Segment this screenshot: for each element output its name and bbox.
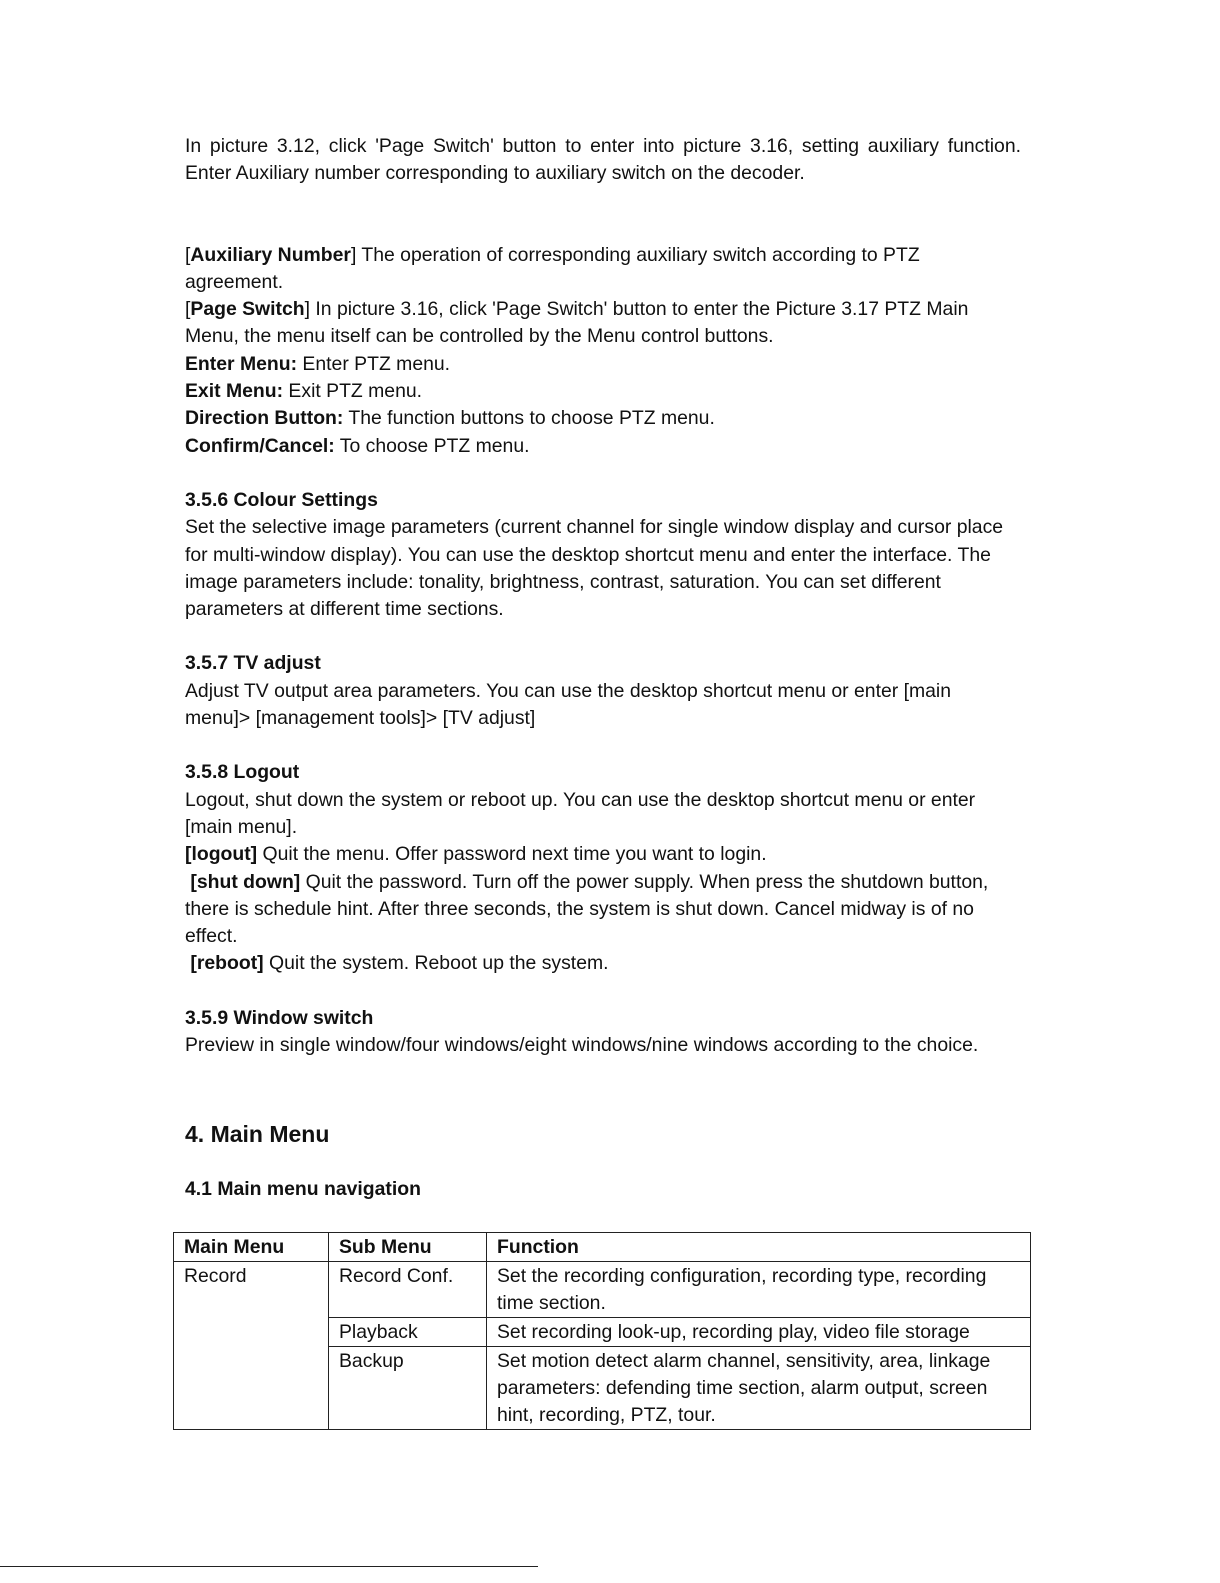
section-4 [185,1119,1021,1203]
chapter-heading: 4. Main Menu [185,1121,330,1148]
exit-menu-term: Exit Menu: [185,380,284,403]
section-3-5-7 [185,650,1021,732]
section-3-5-8 [185,759,1021,977]
reboot-item [185,950,1021,977]
section-body: Set the selective image parameters (current channel for single window display and cursor place for multi-window display). You can use the desktop shortcut menu and enter the interface. The image parameters include: tonality, brightness, contrast, saturation. You can set different parameters at different time sections. [185,516,1004,621]
section-3-5-6 [185,487,1021,623]
reboot-term: [reboot] [190,952,264,975]
main-menu-navigation-table [173,1232,1031,1430]
logout-text: Quit the menu. Offer password next time you want to login. [257,843,767,866]
function-cell: Set the recording configuration, recording type, recording time section. [487,1262,1031,1318]
section-body: Adjust TV output area parameters. You can use the desktop shortcut menu or enter [main menu]> [management tools]> [TV adjust] [185,679,952,730]
table-row [174,1262,1031,1318]
sub-menu-cell: Playback [329,1318,487,1347]
logout-term: [logout] [185,843,258,866]
intro-paragraph: In picture 3.12, click 'Page Switch' button to enter into picture 3.16, setting auxiliary function. Enter Auxiliary number corresponding to auxiliary switch on the decoder. [185,135,1021,185]
exit-menu-item [185,378,1021,405]
exit-menu-text: Exit PTZ menu. [283,380,423,403]
table-header-cell: Function [487,1233,1031,1262]
shutdown-item [185,869,1021,951]
reboot-text: Quit the system. Reboot up the system. [263,952,609,975]
enter-menu-term: Enter Menu: [185,352,298,375]
direction-button-text: The function buttons to choose PTZ menu. [343,407,715,430]
main-menu-cell: Record [174,1262,329,1430]
table-header-row [174,1233,1031,1262]
section-heading: 3.5.9 Window switch [185,1006,374,1029]
function-cell: Set motion detect alarm channel, sensitivity, area, linkage parameters: defending time section, alarm output, screen hint, recording, PTZ, tour. [487,1347,1031,1430]
section-heading: 3.5.7 TV adjust [185,652,321,675]
enter-menu-text: Enter PTZ menu. [297,352,451,375]
section-body: Logout, shut down the system or reboot up. You can use the desktop shortcut menu or enter [main menu]. [185,788,976,838]
page-switch-text: In picture 3.16, click 'Page Switch' button to enter the Picture 3.17 PTZ Main Menu, the menu itself can be controlled by the Menu control buttons. [185,298,969,348]
sub-menu-cell: Record Conf. [329,1262,487,1318]
direction-button-item [185,405,1021,432]
enter-menu-item [185,351,1021,378]
shutdown-text: Quit the password. Turn off the power supply. When press the shutdown button, there is schedule hint. After three seconds, the system is shut down. Cancel midway is of no effect. [185,870,989,948]
confirm-cancel-text: To choose PTZ menu. [334,434,530,457]
function-cell: Set recording look-up, recording play, video file storage [487,1318,1031,1347]
confirm-cancel-term: Confirm/Cancel: [185,434,335,457]
section-heading: 3.5.6 Colour Settings [185,488,378,511]
direction-button-term: Direction Button: [185,407,344,430]
confirm-cancel-item [185,433,1021,460]
section-3-5-9 [185,1005,1021,1060]
footer-divider [0,1566,538,1567]
aux-number-item: [Auxiliary Number] The operation of corresponding auxiliary switch according to PTZ agreement. [185,243,920,293]
page-content [185,133,1021,1204]
section-heading: 3.5.8 Logout [185,761,300,784]
sub-menu-cell: Backup [329,1347,487,1430]
page-switch-item: [Page Switch] In picture 3.16, click 'Page Switch' button to enter the Picture 3.17 PTZ Main Menu, the menu itself can be controlled by the Menu control buttons. [185,298,969,348]
section-body: Preview in single window/four windows/eight windows/nine windows according to the choice. [185,1034,979,1057]
aux-block [185,242,1021,460]
subsection-heading: 4.1 Main menu navigation [185,1178,421,1201]
shutdown-term: [shut down] [190,870,301,893]
aux-number-term: Auxiliary Number [190,243,351,266]
page-switch-term: Page Switch [190,298,305,321]
aux-number-text: The operation of corresponding auxiliary switch according to PTZ agreement. [185,243,920,293]
table-header-cell: Main Menu [174,1233,329,1262]
logout-item [185,841,1021,868]
table-header-cell: Sub Menu [329,1233,487,1262]
